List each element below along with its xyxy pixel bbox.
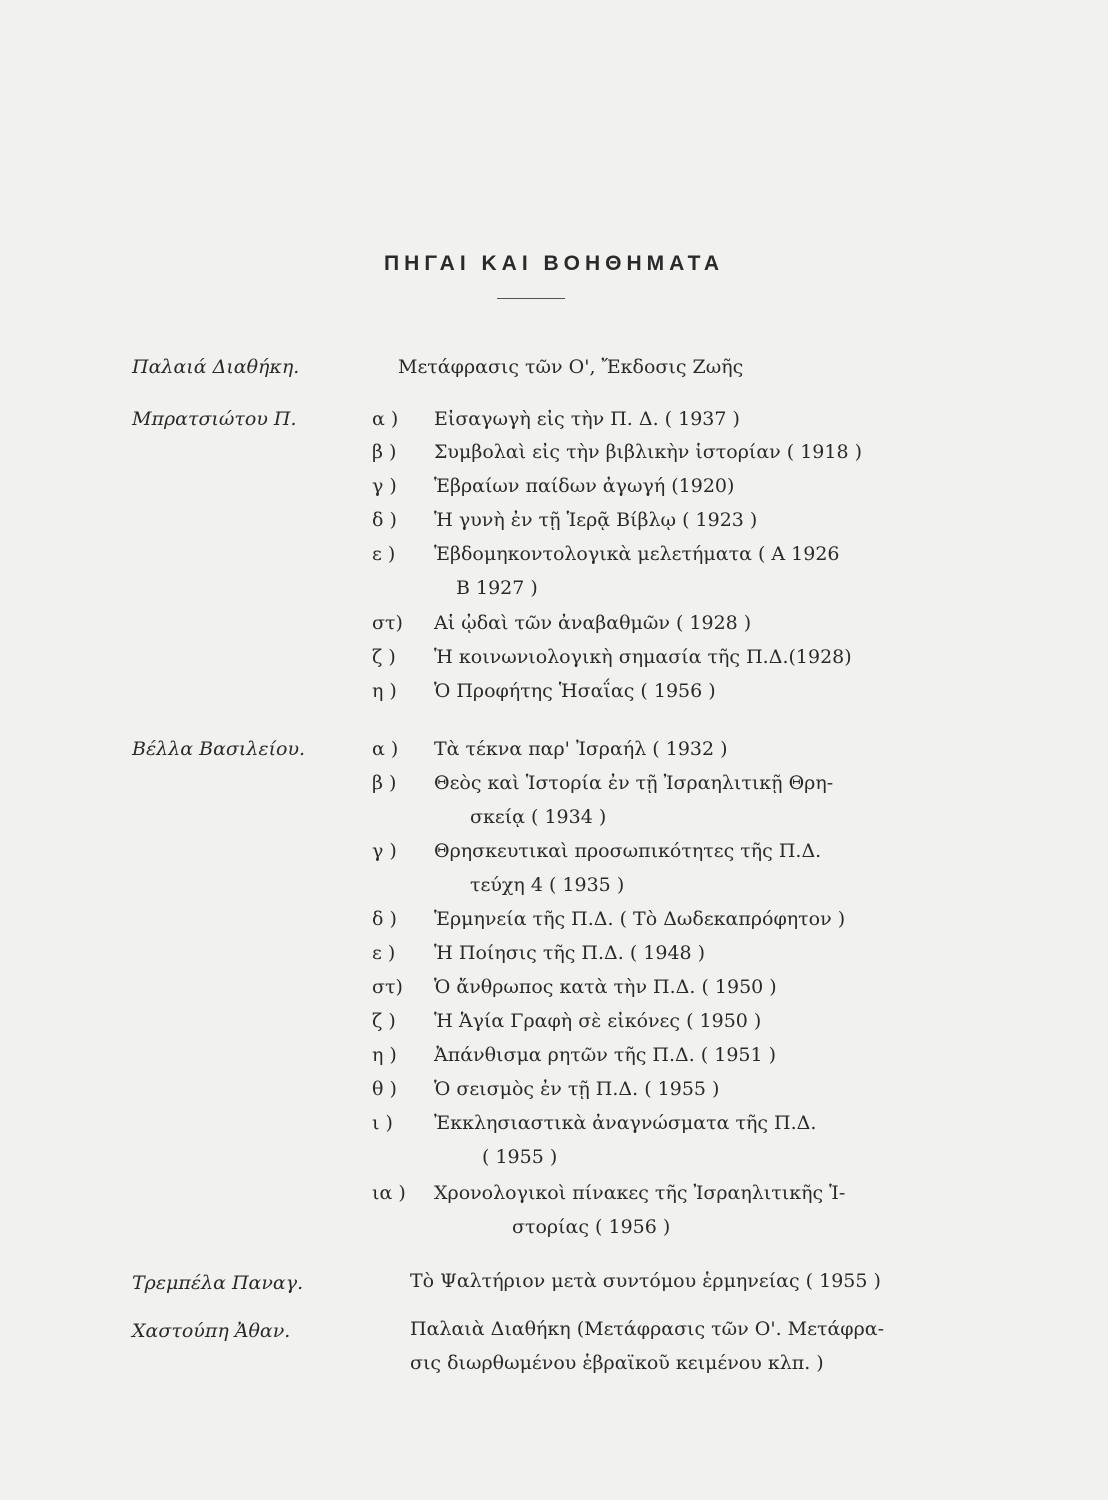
bibliography-entry: Παλαιὰ Διαθήκη (Μετάφρασις τῶν Ο'. Μετάφρα-: [410, 1318, 885, 1340]
entry-marker: α ): [372, 408, 399, 430]
entry-marker: η ): [372, 680, 397, 702]
author-label: Βέλλα Βασιλείου.: [132, 738, 306, 760]
bibliography-entry: [372, 942, 705, 964]
entry-marker: ι ): [372, 1112, 393, 1134]
entry-marker: ια ): [372, 1182, 406, 1204]
author-label: Χαστούπη Ἀθαν.: [132, 1320, 291, 1342]
entry-marker: γ ): [372, 475, 397, 497]
entry-marker: β ): [372, 772, 397, 794]
entry-marker: α ): [372, 738, 399, 760]
entry-text: Ἑβραίων παίδων ἀγωγή (1920): [434, 475, 735, 497]
bibliography-entry: [372, 646, 852, 668]
title-divider: [497, 298, 565, 299]
entry-text: Ἡ Ποίησις τῆς Π.Δ. ( 1948 ): [434, 942, 706, 964]
bibliography-entry: [372, 543, 840, 565]
entry-text: Θεὸς καὶ Ἱστορία ἐν τῇ Ἰσραηλιτικῇ Θρη-: [434, 772, 834, 794]
author-label: Τρεμπέλα Παναγ.: [132, 1272, 304, 1294]
entry-marker: ζ ): [372, 646, 396, 668]
bibliography-entry: [372, 612, 751, 634]
entry-marker: η ): [372, 1044, 397, 1066]
entry-continuation: σκείᾳ ( 1934 ): [470, 806, 607, 828]
author-label: Παλαιά Διαθήκη.: [132, 356, 300, 378]
entry-text: Συμβολαὶ εἰς τὴν βιβλικὴν ἱστορίαν ( 1918 ): [434, 441, 863, 463]
bibliography-entry: [372, 1182, 845, 1204]
entry-continuation: στορίας ( 1956 ): [512, 1216, 671, 1238]
entry-continuation: ( 1955 ): [482, 1146, 558, 1168]
entry-marker: ε ): [372, 543, 396, 565]
bibliography-entry: Τὸ Ψαλτήριον μετὰ συντόμου ἑρμηνείας ( 1955 ): [410, 1270, 881, 1292]
entry-text: Ἡ γυνὴ ἐν τῇ Ἱερᾷ Βίβλῳ ( 1923 ): [434, 509, 758, 531]
entry-marker: β ): [372, 441, 397, 463]
bibliography-entry: [372, 1010, 761, 1032]
bibliography-entry: [372, 1112, 816, 1134]
page-title: ΠΗΓΑΙ ΚΑΙ ΒΟΗΘΗΜΑΤΑ: [383, 252, 725, 275]
entry-continuation: Β 1927 ): [456, 577, 538, 599]
entry-marker: στ): [372, 612, 403, 634]
entry-text: Τὰ τέκνα παρ' Ἰσραήλ ( 1932 ): [434, 738, 728, 760]
entry-text: Ἐκκλησιαστικὰ ἀναγνώσματα τῆς Π.Δ.: [434, 1112, 817, 1134]
entry-text: Ὁ ἄνθρωπος κατὰ τὴν Π.Δ. ( 1950 ): [434, 976, 777, 998]
entry-marker: γ ): [372, 840, 397, 862]
entry-text: Ὁ σεισμὸς ἐν τῇ Π.Δ. ( 1955 ): [434, 1078, 720, 1100]
entry-continuation: σις διωρθωμένου ἑβραϊκοῦ κειμένου κλπ. ): [410, 1352, 824, 1374]
entry-text: Ἑρμηνεία τῆς Π.Δ. ( Τὸ Δωδεκαπρόφητον ): [434, 908, 846, 930]
bibliography-entry: [372, 738, 728, 760]
bibliography-entry: Μετάφρασις τῶν Ο', Ἔκδοσις Ζωῆς: [398, 356, 744, 378]
bibliography-entry: [372, 840, 821, 862]
entry-text: Ἡ κοινωνιολογικὴ σημασία τῆς Π.Δ.(1928): [434, 646, 852, 668]
author-label: Μπρατσιώτου Π.: [132, 408, 297, 430]
entry-marker: ε ): [372, 942, 396, 964]
bibliography-entry: [372, 772, 833, 794]
entry-marker: θ ): [372, 1078, 397, 1100]
entry-text: Ἀπάνθισμα ρητῶν τῆς Π.Δ. ( 1951 ): [434, 1044, 777, 1066]
entry-marker: στ): [372, 976, 403, 998]
entry-text: Αἱ ᾠδαὶ τῶν ἀναβαθμῶν ( 1928 ): [434, 612, 752, 634]
bibliography-entry: [372, 509, 757, 531]
entry-marker: δ ): [372, 908, 397, 930]
bibliography-entry: [372, 408, 740, 430]
entry-text: Χρονολογικοὶ πίνακες τῆς Ἰσραηλιτικῆς Ἱ-: [434, 1182, 846, 1204]
bibliography-entry: [372, 475, 734, 497]
entry-marker: ζ ): [372, 1010, 396, 1032]
entry-text: Ὁ Προφήτης Ἡσαΐας ( 1956 ): [434, 680, 716, 702]
entry-text: Εἰσαγωγὴ εἰς τὴν Π. Δ. ( 1937 ): [434, 408, 740, 430]
bibliography-entry: [372, 1078, 719, 1100]
bibliography-entry: [372, 1044, 776, 1066]
entry-text: Ἑβδομηκοντολογικὰ μελετήματα ( Α 1926: [434, 543, 840, 565]
entry-text: Ἡ Ἁγία Γραφὴ σὲ εἰκόνες ( 1950 ): [434, 1010, 762, 1032]
bibliography-entry: [372, 680, 716, 702]
entry-text: Θρησκευτικαὶ προσωπικότητες τῆς Π.Δ.: [434, 840, 822, 862]
bibliography-entry: [372, 441, 862, 463]
entry-continuation: τεύχη 4 ( 1935 ): [470, 874, 625, 896]
bibliography-entry: [372, 908, 845, 930]
bibliography-entry: [372, 976, 777, 998]
entry-marker: δ ): [372, 509, 397, 531]
